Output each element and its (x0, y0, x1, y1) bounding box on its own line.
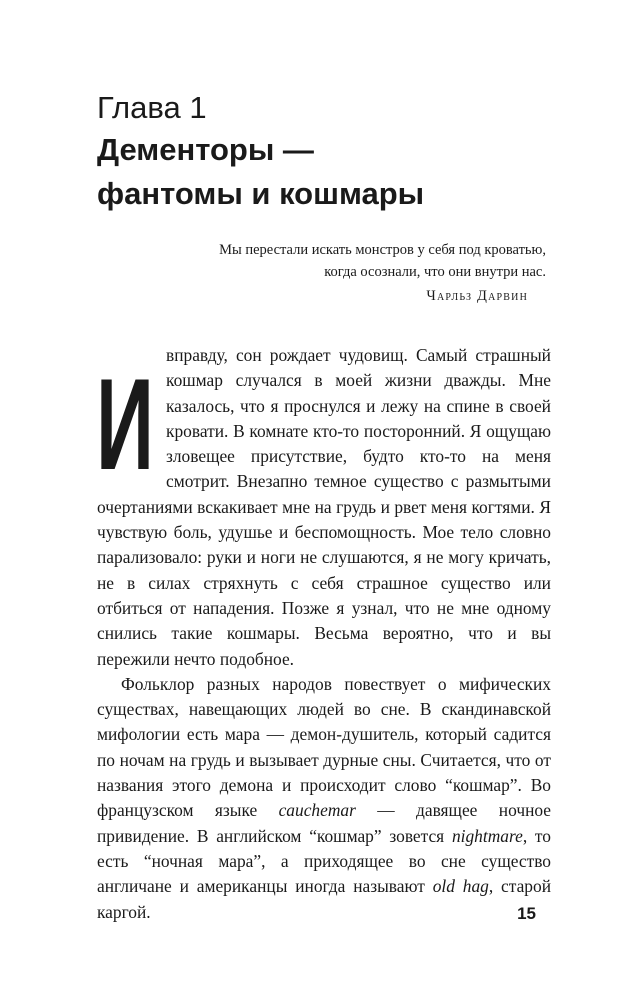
term-nightmare: nightmare (451, 825, 523, 846)
epigraph-author: Чарльз Дарвин (426, 288, 528, 304)
paragraph-2 (97, 672, 551, 925)
paragraph-2-text-c: , то есть “ночная мара”, а приходящее во сне существо англичане и американцы иногда называют (97, 825, 551, 897)
chapter-label: Глава 1 (97, 90, 207, 125)
term-old-hag: old hag (432, 876, 489, 897)
drop-cap-letter: И (96, 351, 154, 497)
paragraph-1-text: вправду, сон рождает чудовищ. Самый страшный кошмар случался в моей жизни дважды. Мне казалось, что я проснулся и лежу на спине в своей кровати. В комнате кто-то посторонний. Я ощущаю зловещее присутствие, будто кто-то на меня смотрит. Внезапно темное существо с размытыми очертаниями вскакивает мне на грудь и рвет меня когтями. Я чувствую боль, удушье и беспомощность. Мое тело словно парализовало: руки и ноги не слушаются, я не могу кричать, не в силах стряхнуть с себя страшное существо или отбиться от нападения. Позже я узнал, что не мне одному снились такие кошмары. Весьма вероятно, что и вы пережили нечто подобное. (97, 345, 551, 669)
epigraph-line-1: Мы перестали искать монстров у себя под кроватью, (219, 242, 546, 258)
epigraph (106, 239, 546, 307)
chapter-title-line-1: Дементоры — (97, 132, 314, 167)
page-number: 15 (517, 904, 536, 923)
chapter-title-line-2: фантомы и кошмары (97, 176, 425, 211)
body-text (97, 343, 551, 925)
paragraph-2-text-a: Фольклор разных народов повествует о мифических существах, навещающих людей во сне. В скандинавской мифологии есть мара — демон-душитель, который садится по ночам на грудь и вызывает дурные сны. Считается, что от названия этого демона и происходит слово “кошмар”. Во французском языке (97, 673, 551, 821)
paragraph-2-text-d: , старой каргой. (97, 876, 551, 922)
paragraph-1 (97, 343, 551, 672)
drop-cap (96, 346, 154, 497)
epigraph-line-2: когда осознали, что они внутри нас. (324, 264, 546, 280)
term-cauchemar: cauchemar (278, 800, 356, 821)
paragraph-2-text-b: — давящее ночное привидение. В английском “кошмар” зовется (97, 800, 551, 846)
chapter-title (97, 128, 577, 216)
